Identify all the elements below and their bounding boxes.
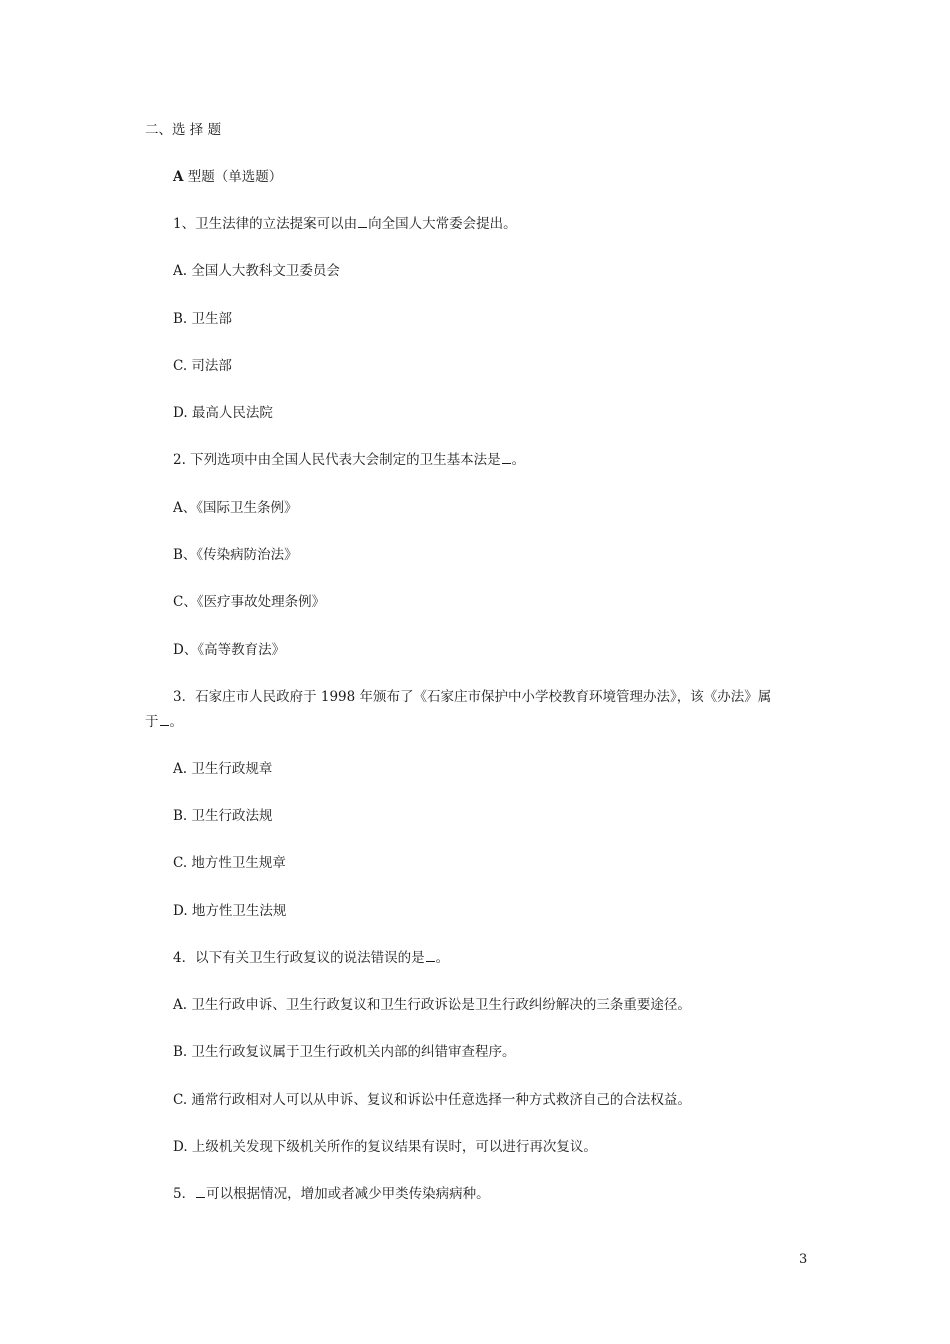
section-title: 二、选 择 题 bbox=[145, 122, 222, 138]
q4-option-c: C. 通常行政相对人可以从申诉、复议和诉讼中任意选择一种方式救济自己的合法权益。 bbox=[173, 1092, 691, 1108]
answer-blank bbox=[502, 451, 511, 464]
question-5 bbox=[173, 1185, 490, 1203]
answer-blank bbox=[426, 949, 435, 962]
question-2-pre: 2. 下列选项中由全国人民代表大会制定的卫生基本法是 bbox=[173, 452, 501, 468]
question-3-line-2 bbox=[145, 713, 183, 731]
question-type-label bbox=[173, 168, 282, 186]
question-4-pre: 4．以下有关卫生行政复议的说法错误的是 bbox=[173, 950, 425, 966]
question-3-line-1: 3．石家庄市人民政府于 1998 年颁布了《石家庄市保护中小学校教育环境管理办法》，该《办法》属 bbox=[173, 689, 772, 705]
question-1-post: 向全国人大常委会提出。 bbox=[368, 216, 517, 232]
q3-option-a: A. 卫生行政规章 bbox=[173, 761, 273, 777]
question-2 bbox=[173, 451, 525, 469]
q2-option-b: B、《传染病防治法》 bbox=[173, 547, 298, 563]
q1-option-a: A. 全国人大教科文卫委员会 bbox=[173, 263, 340, 279]
q1-option-b: B. 卫生部 bbox=[173, 311, 233, 327]
q3-option-d: D. 地方性卫生法规 bbox=[173, 903, 287, 919]
question-5-pre: 5． bbox=[173, 1186, 196, 1202]
answer-blank bbox=[358, 215, 367, 228]
type-letter: A bbox=[173, 169, 184, 185]
q3-option-b: B. 卫生行政法规 bbox=[173, 808, 273, 824]
q1-option-d: D. 最高人民法院 bbox=[173, 405, 273, 421]
q2-option-d: D、《高等教育法》 bbox=[173, 642, 286, 658]
answer-blank bbox=[196, 1185, 205, 1198]
question-1-pre: 1、卫生法律的立法提案可以由 bbox=[173, 216, 358, 232]
page-number: 3 bbox=[799, 1252, 808, 1267]
question-3-post: 。 bbox=[169, 714, 183, 730]
answer-blank bbox=[160, 713, 169, 726]
question-4-post: 。 bbox=[435, 950, 450, 966]
type-text: 型题（单选题） bbox=[183, 169, 283, 185]
q2-option-c: C、《医疗事故处理条例》 bbox=[173, 594, 326, 610]
question-4 bbox=[173, 949, 449, 967]
question-5-post: 可以根据情况，增加或者减少甲类传染病病种。 bbox=[206, 1186, 490, 1202]
question-2-post: 。 bbox=[511, 452, 526, 468]
question-1 bbox=[173, 215, 517, 233]
q2-option-a: A、《国际卫生条例》 bbox=[173, 500, 298, 516]
q1-option-c: C. 司法部 bbox=[173, 358, 232, 374]
q4-option-b: B. 卫生行政复议属于卫生行政机关内部的纠错审查程序。 bbox=[173, 1044, 516, 1060]
question-3-pre: 于 bbox=[145, 714, 159, 730]
q4-option-d: D. 上级机关发现下级机关所作的复议结果有误时，可以进行再次复议。 bbox=[173, 1139, 597, 1155]
q4-option-a: A. 卫生行政申诉、卫生行政复议和卫生行政诉讼是卫生行政纠纷解决的三条重要途径。 bbox=[173, 997, 691, 1013]
q3-option-c: C. 地方性卫生规章 bbox=[173, 855, 286, 871]
